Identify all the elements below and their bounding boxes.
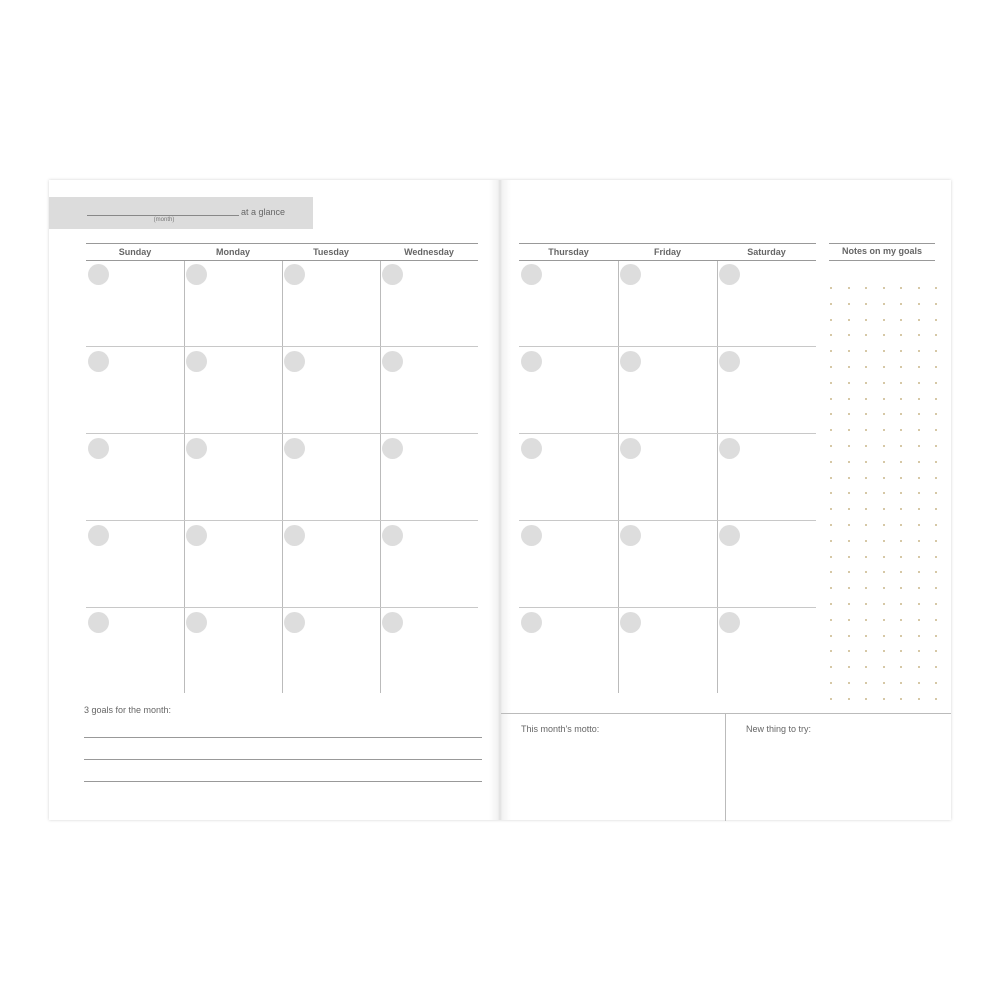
motto-box[interactable] (501, 713, 726, 821)
grid-dot (900, 303, 902, 305)
date-circle[interactable] (620, 351, 641, 372)
grid-dot (830, 477, 832, 479)
date-circle[interactable] (284, 438, 305, 459)
grid-dot (900, 445, 902, 447)
date-circle[interactable] (186, 612, 207, 633)
date-circle[interactable] (284, 351, 305, 372)
grid-dot (883, 303, 885, 305)
grid-dot (883, 556, 885, 558)
column-divider (380, 261, 381, 693)
grid-dot (918, 350, 920, 352)
grid-dot (918, 619, 920, 621)
grid-dot (883, 461, 885, 463)
grid-dot (900, 461, 902, 463)
month-banner (49, 197, 313, 229)
grid-dot (918, 540, 920, 542)
grid-dot (918, 477, 920, 479)
left-page (49, 180, 499, 820)
date-circle[interactable] (382, 438, 403, 459)
month-caption: (month) (153, 217, 175, 223)
grid-dot (918, 398, 920, 400)
grid-dot (865, 477, 867, 479)
grid-dot (848, 350, 850, 352)
grid-dot (935, 540, 937, 542)
grid-dot (830, 461, 832, 463)
grid-dot (935, 698, 937, 700)
date-circle[interactable] (186, 351, 207, 372)
row-divider (519, 433, 816, 434)
grid-dot (830, 682, 832, 684)
grid-dot (865, 682, 867, 684)
grid-dot (848, 445, 850, 447)
grid-dot (918, 319, 920, 321)
date-circle[interactable] (382, 612, 403, 633)
grid-dot (883, 319, 885, 321)
grid-dot (848, 666, 850, 668)
grid-dot (883, 508, 885, 510)
grid-dot (865, 603, 867, 605)
grid-dot (900, 524, 902, 526)
grid-dot (918, 603, 920, 605)
grid-dot (830, 556, 832, 558)
grid-dot (918, 666, 920, 668)
grid-dot (900, 682, 902, 684)
row-divider (86, 433, 478, 434)
grid-dot (900, 382, 902, 384)
grid-dot (848, 287, 850, 289)
grid-dot (848, 477, 850, 479)
grid-dot (848, 556, 850, 558)
date-circle[interactable] (521, 264, 542, 285)
grid-dot (900, 287, 902, 289)
grid-dot (935, 366, 937, 368)
grid-dot (918, 445, 920, 447)
grid-dot (883, 603, 885, 605)
date-circle[interactable] (186, 525, 207, 546)
grid-dot (918, 698, 920, 700)
grid-dot (848, 635, 850, 637)
grid-dot (865, 461, 867, 463)
grid-dot (848, 429, 850, 431)
weekday-saturday: Saturday (747, 247, 786, 257)
grid-dot (848, 303, 850, 305)
date-circle[interactable] (719, 438, 740, 459)
grid-dot (935, 287, 937, 289)
date-circle[interactable] (521, 351, 542, 372)
grid-dot (883, 682, 885, 684)
weekday-tuesday: Tuesday (313, 247, 349, 257)
row-divider (86, 520, 478, 521)
grid-dot (830, 366, 832, 368)
grid-dot (848, 508, 850, 510)
grid-dot (883, 477, 885, 479)
grid-dot (883, 429, 885, 431)
grid-dot (935, 635, 937, 637)
column-divider (618, 261, 619, 693)
grid-dot (830, 635, 832, 637)
date-circle[interactable] (186, 438, 207, 459)
grid-dot (918, 429, 920, 431)
grid-dot (900, 540, 902, 542)
grid-dot (935, 445, 937, 447)
grid-dot (848, 461, 850, 463)
grid-dot (918, 587, 920, 589)
grid-dot (900, 619, 902, 621)
date-circle[interactable] (284, 612, 305, 633)
grid-dot (865, 366, 867, 368)
grid-dot (935, 524, 937, 526)
grid-dot (848, 587, 850, 589)
grid-dot (900, 603, 902, 605)
grid-dot (848, 524, 850, 526)
grid-dot (918, 461, 920, 463)
grid-dot (865, 524, 867, 526)
grid-dot (830, 540, 832, 542)
grid-dot (918, 556, 920, 558)
date-circle[interactable] (620, 264, 641, 285)
grid-dot (935, 682, 937, 684)
date-circle[interactable] (88, 525, 109, 546)
row-divider (519, 607, 816, 608)
grid-dot (848, 619, 850, 621)
column-divider (184, 261, 185, 693)
date-circle[interactable] (620, 612, 641, 633)
date-circle[interactable] (284, 525, 305, 546)
weekday-friday: Friday (653, 247, 681, 257)
grid-dot (883, 350, 885, 352)
grid-dot (865, 303, 867, 305)
grid-dot (918, 682, 920, 684)
grid-dot (848, 603, 850, 605)
date-circle[interactable] (284, 264, 305, 285)
grid-dot (865, 635, 867, 637)
grid-dot (830, 382, 832, 384)
grid-dot (883, 666, 885, 668)
month-blank-line[interactable] (87, 215, 239, 216)
weekday-thursday: Thursday (548, 247, 589, 257)
date-circle[interactable] (719, 612, 740, 633)
grid-dot (883, 382, 885, 384)
grid-dot (883, 619, 885, 621)
grid-dot (935, 619, 937, 621)
column-divider (282, 261, 283, 693)
grid-dot (900, 556, 902, 558)
grid-dot (935, 477, 937, 479)
row-divider (86, 607, 478, 608)
date-circle[interactable] (521, 612, 542, 633)
grid-dot (883, 587, 885, 589)
grid-dot (865, 540, 867, 542)
grid-dot (883, 366, 885, 368)
grid-dot (830, 524, 832, 526)
grid-dot (900, 398, 902, 400)
grid-dot (918, 287, 920, 289)
goal-line[interactable] (84, 781, 482, 782)
grid-dot (830, 287, 832, 289)
date-circle[interactable] (88, 351, 109, 372)
weekday-sunday: Sunday (118, 247, 152, 257)
grid-dot (848, 698, 850, 700)
grid-dot (830, 698, 832, 700)
column-divider (717, 261, 718, 693)
date-circle[interactable] (88, 264, 109, 285)
grid-dot (918, 635, 920, 637)
weekday-header (86, 243, 478, 261)
row-divider (519, 346, 816, 347)
grid-dot (883, 445, 885, 447)
date-circle[interactable] (88, 438, 109, 459)
date-circle[interactable] (719, 264, 740, 285)
date-circle[interactable] (719, 351, 740, 372)
grid-dot (935, 303, 937, 305)
notes-title: Notes on my goals (829, 243, 935, 261)
planner-spread (49, 180, 951, 820)
grid-dot (865, 287, 867, 289)
grid-dot (830, 303, 832, 305)
grid-dot (883, 698, 885, 700)
grid-dot (918, 303, 920, 305)
grid-dot (865, 319, 867, 321)
grid-dot (883, 287, 885, 289)
grid-dot (918, 524, 920, 526)
grid-dot (935, 398, 937, 400)
grid-dot (900, 635, 902, 637)
grid-dot (900, 319, 902, 321)
date-circle[interactable] (620, 438, 641, 459)
grid-dot (935, 556, 937, 558)
grid-dot (848, 319, 850, 321)
grid-dot (865, 398, 867, 400)
grid-dot (830, 445, 832, 447)
grid-dot (900, 366, 902, 368)
motto-label: This month's motto: (521, 724, 600, 734)
date-circle[interactable] (620, 525, 641, 546)
row-divider (86, 346, 478, 347)
grid-dot (900, 698, 902, 700)
grid-dot (865, 382, 867, 384)
grid-dot (935, 461, 937, 463)
goals-label: 3 goals for the month: (84, 705, 172, 715)
grid-dot (865, 556, 867, 558)
date-circle[interactable] (186, 264, 207, 285)
row-divider (519, 520, 816, 521)
date-circle[interactable] (719, 525, 740, 546)
new-thing-label: New thing to try: (746, 724, 812, 734)
grid-dot (830, 319, 832, 321)
weekday-header (519, 243, 816, 261)
grid-dot (935, 319, 937, 321)
grid-dot (883, 635, 885, 637)
grid-dot (900, 477, 902, 479)
weekday-wednesday: Wednesday (404, 247, 454, 257)
weekday-monday: Monday (215, 247, 250, 257)
date-circle[interactable] (382, 351, 403, 372)
date-circle[interactable] (382, 264, 403, 285)
grid-dot (848, 366, 850, 368)
grid-dot (918, 508, 920, 510)
grid-dot (918, 382, 920, 384)
grid-dot (865, 619, 867, 621)
grid-dot (848, 398, 850, 400)
grid-dot (865, 698, 867, 700)
grid-dot (830, 603, 832, 605)
grid-dot (848, 540, 850, 542)
grid-dot (848, 382, 850, 384)
grid-dot (918, 366, 920, 368)
date-circle[interactable] (382, 525, 403, 546)
grid-dot (883, 540, 885, 542)
date-circle[interactable] (88, 612, 109, 633)
grid-dot (848, 682, 850, 684)
date-circle[interactable] (521, 438, 542, 459)
grid-dot (883, 524, 885, 526)
grid-dot (935, 382, 937, 384)
at-a-glance-label: at a glance (241, 207, 286, 217)
new-thing-box[interactable] (726, 713, 951, 821)
goal-line[interactable] (84, 737, 482, 738)
grid-dot (830, 398, 832, 400)
grid-dot (883, 398, 885, 400)
date-circle[interactable] (521, 525, 542, 546)
grid-dot (865, 445, 867, 447)
goal-line[interactable] (84, 759, 482, 760)
grid-dot (830, 619, 832, 621)
grid-dot (935, 603, 937, 605)
